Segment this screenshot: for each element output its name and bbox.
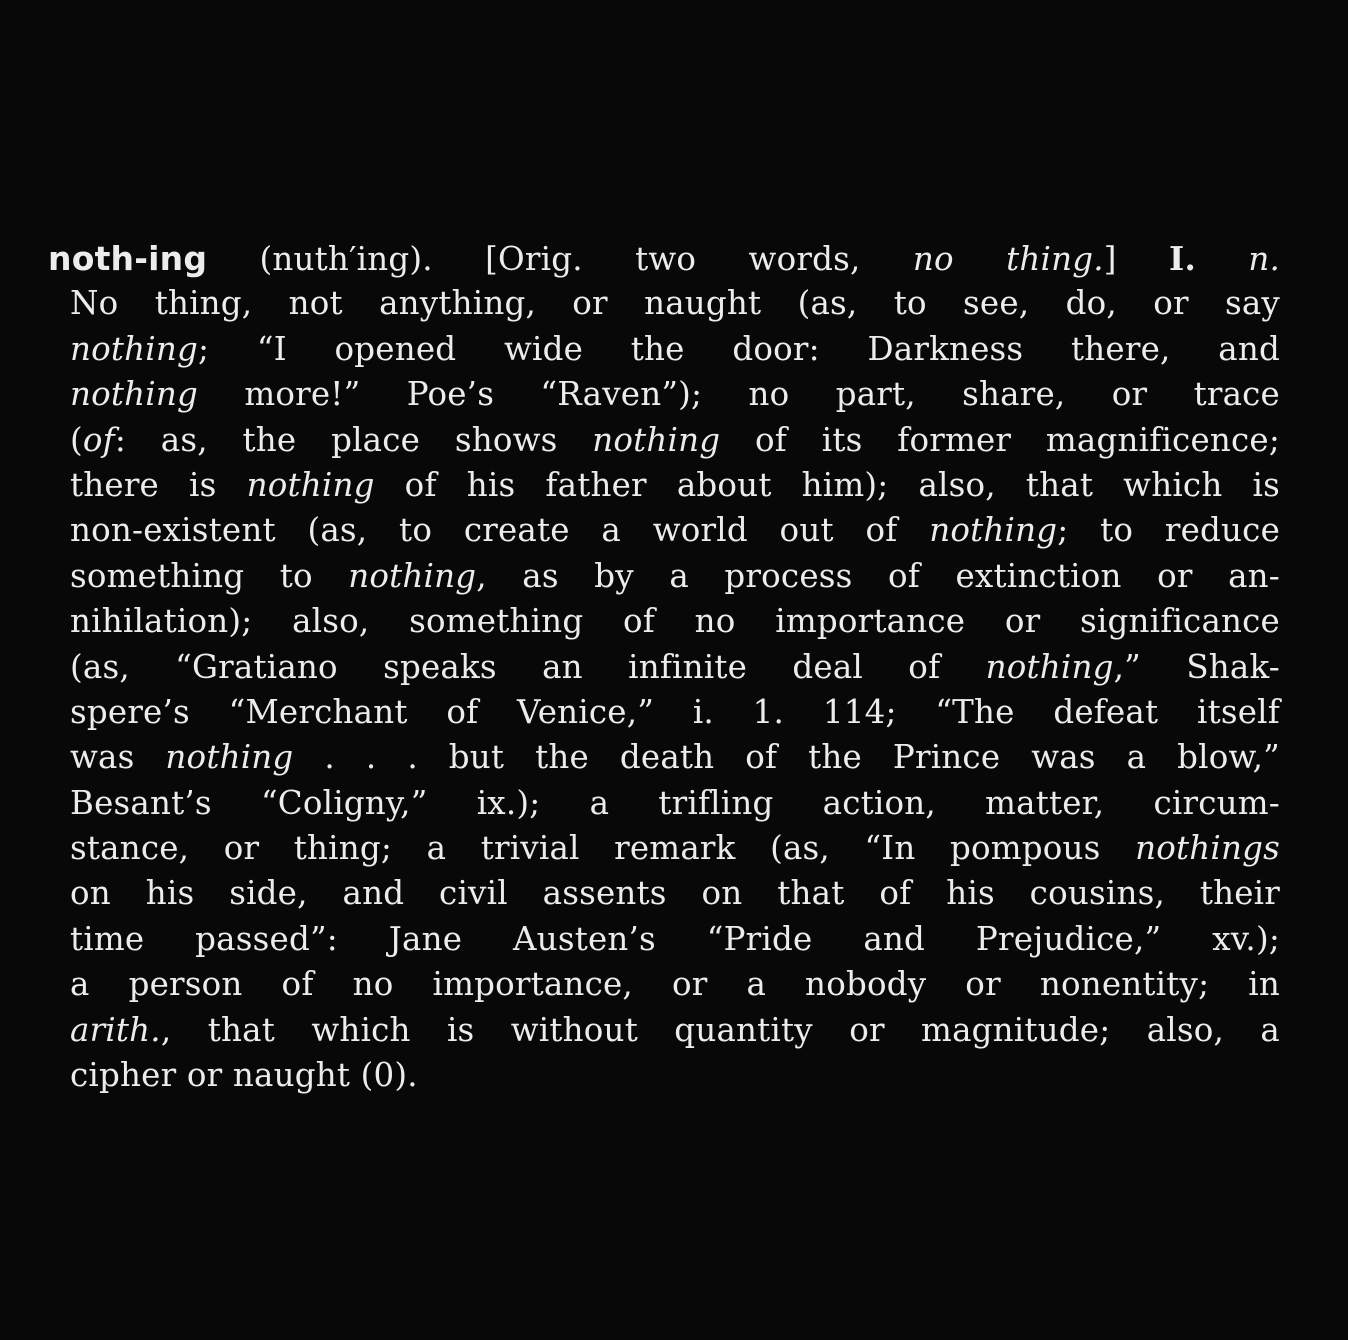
definition-text: , as by a process of extinction or an- (476, 556, 1280, 595)
definition-text: ( (70, 420, 83, 459)
italic-term: nothing (70, 375, 199, 414)
italic-term: nothings (1135, 829, 1280, 868)
definition-text: . . . but the death of the Prince was a blow,” (293, 738, 1280, 777)
definition-text: nihilation); also, something of no importance or significance (70, 602, 1280, 641)
definition-text: of his father about him); also, that which is (374, 465, 1280, 504)
definition-text: on his side, and civil assents on that of his cousins, their (70, 874, 1280, 913)
etymology-close: ] (1103, 240, 1117, 278)
definition-line (48, 962, 1280, 1007)
definition-body (48, 281, 1280, 1098)
definition-text: : as, the place shows (114, 420, 593, 459)
definition-text: ; to reduce (1057, 511, 1281, 550)
sense-number: I. (1169, 239, 1196, 278)
part-of-speech: n. (1248, 240, 1281, 278)
definition-line (48, 1008, 1280, 1053)
definition-text: there is (70, 465, 247, 504)
definition-line (48, 917, 1280, 962)
italic-term: nothing (592, 420, 721, 459)
definition-text: more!” Poe’s “Raven”); no part, share, or trace (198, 375, 1280, 414)
definition-line (48, 508, 1280, 553)
definition-text: ; “I opened wide the door: Darkness there, and (198, 329, 1280, 368)
etymology-open: [Orig. two words, (485, 240, 861, 278)
italic-term: arith. (70, 1010, 161, 1049)
definition-text: No thing, not anything, or naught (as, to see, do, or say (70, 284, 1280, 323)
italic-term: nothing (985, 647, 1114, 686)
definition-text: , that which is without quantity or magnitude; also, a (160, 1010, 1280, 1049)
italic-term: nothing (70, 329, 199, 368)
definition-text: (as, “Gratiano speaks an infinite deal of (70, 647, 986, 686)
definition-text: ,” Shak- (1113, 647, 1280, 686)
definition-line (48, 1053, 1280, 1098)
definition-text: time passed”: Jane Austen’s “Pride and Prejudice,” xv.); (70, 919, 1280, 958)
definition-text: stance, or thing; a trivial remark (as, “In pompous (70, 829, 1136, 868)
definition-text: of its former magnificence; (720, 420, 1280, 459)
definition-line (48, 281, 1280, 326)
italic-term: nothing (165, 738, 294, 777)
definition-line (48, 871, 1280, 916)
definition-text: spere’s “Merchant of Venice,” i. 1. 114; “The defeat itself (70, 692, 1280, 731)
definition-line (48, 690, 1280, 735)
definition-line (48, 599, 1280, 644)
definition-text: something to (70, 556, 349, 595)
entry-first-line (48, 236, 1280, 281)
definition-line (48, 781, 1280, 826)
definition-line (48, 463, 1280, 508)
dictionary-entry (48, 236, 1280, 1098)
definition-text: non-existent (as, to create a world out of (70, 511, 930, 550)
definition-line (48, 645, 1280, 690)
definition-line (48, 418, 1280, 463)
definition-text: cipher or naught (0). (70, 1056, 418, 1095)
pronunciation: (nuth′ing). (259, 240, 433, 278)
definition-line (48, 554, 1280, 599)
definition-line (48, 826, 1280, 871)
italic-term: nothing (246, 465, 375, 504)
definition-text: was (70, 738, 166, 777)
italic-term: nothing (929, 511, 1058, 550)
italic-term: nothing (348, 556, 477, 595)
definition-line (48, 735, 1280, 780)
italic-term: of (82, 420, 115, 459)
definition-text: a person of no importance, or a nobody or nonentity; in (70, 965, 1280, 1004)
definition-line (48, 327, 1280, 372)
headword: noth-ing (48, 239, 208, 278)
etymology-italic: no thing. (912, 240, 1104, 278)
definition-text: Besant’s “Coligny,” ix.); a trifling action, matter, circum- (70, 783, 1280, 822)
definition-line (48, 372, 1280, 417)
